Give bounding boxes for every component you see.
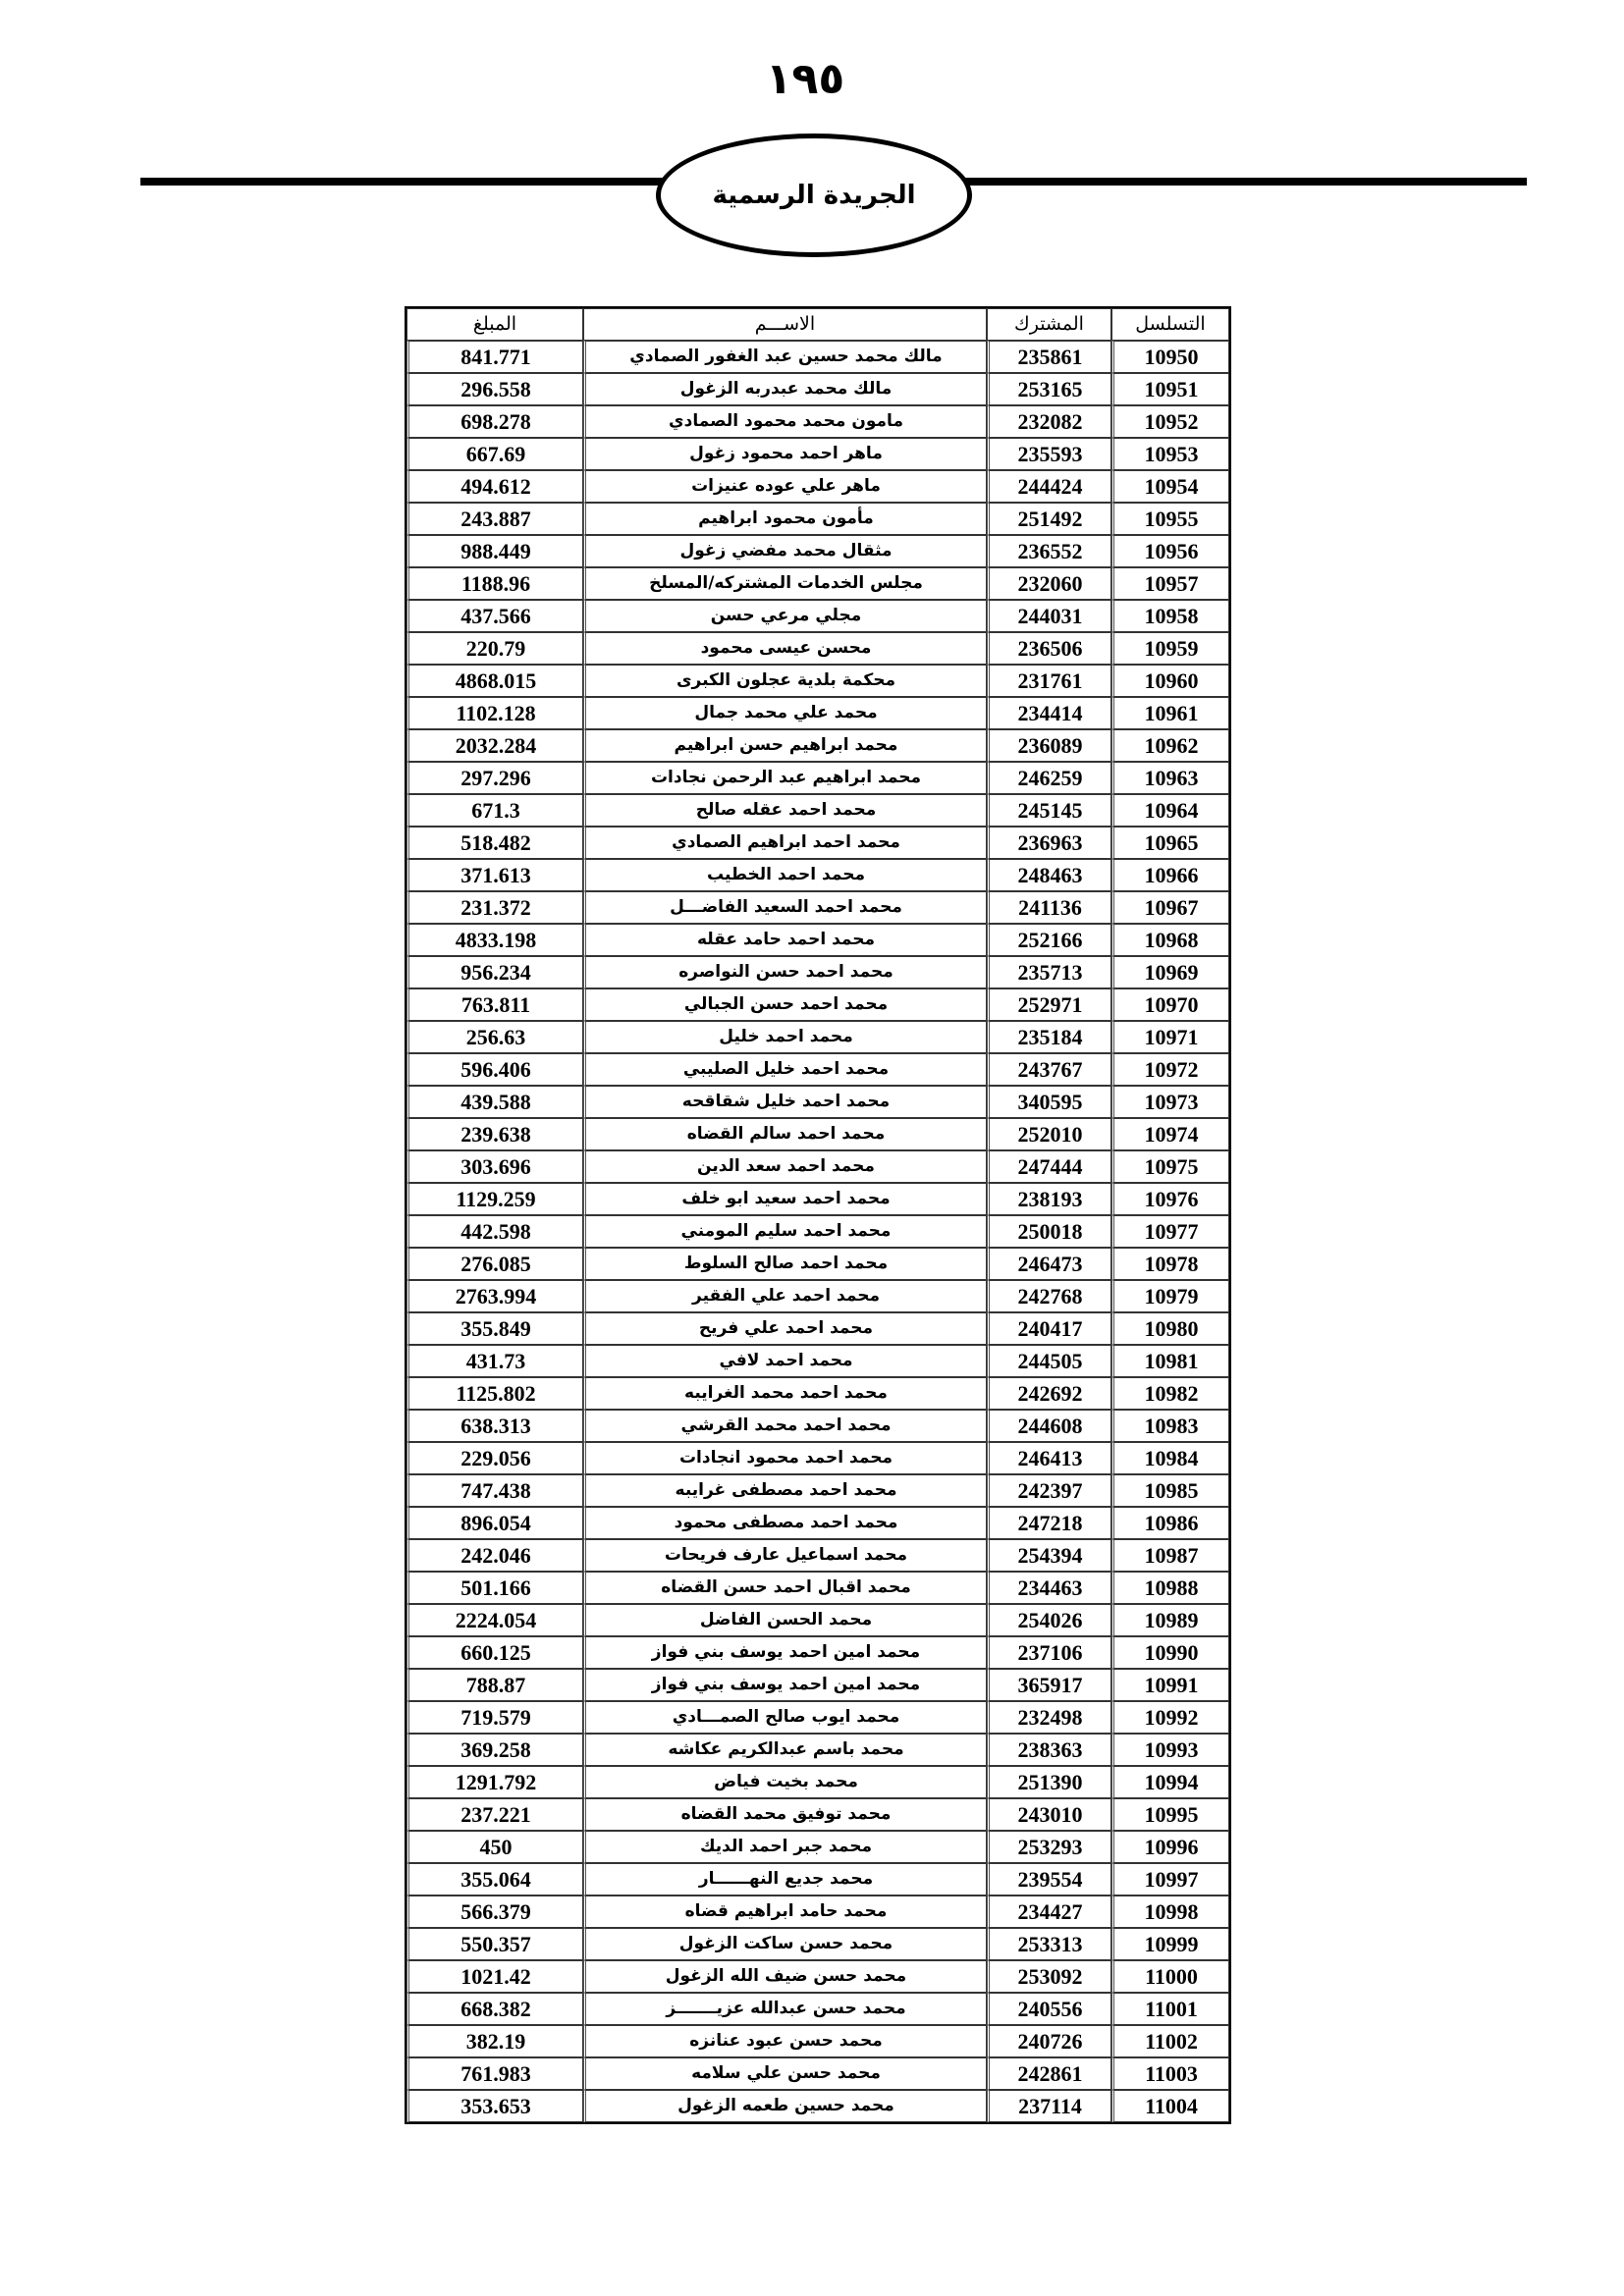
name-cell: محمد احمد سعيد ابو خلف bbox=[583, 1183, 987, 1215]
subscriber-cell: 244031 bbox=[987, 600, 1111, 632]
payments-table bbox=[405, 306, 1231, 2124]
name-cell: محمد علي محمد جمال bbox=[583, 697, 987, 729]
subscriber-cell: 234414 bbox=[987, 697, 1111, 729]
table-row bbox=[406, 1701, 1229, 1734]
name-cell: محمد امين احمد يوسف بني فواز bbox=[583, 1669, 987, 1701]
table-row bbox=[406, 1604, 1229, 1636]
name-cell: محمد حسن عبود عنانزه bbox=[583, 2025, 987, 2057]
name-cell: محمد احمد مصطفى محمود bbox=[583, 1507, 987, 1539]
amount-cell: 382.19 bbox=[406, 2025, 583, 2057]
serial-cell: 10967 bbox=[1111, 891, 1229, 924]
serial-cell: 10968 bbox=[1111, 924, 1229, 956]
name-cell: محمد احمد محمد القرشي bbox=[583, 1410, 987, 1442]
name-cell: محمد احمد السعيد الفاضـــل bbox=[583, 891, 987, 924]
serial-cell: 10951 bbox=[1111, 373, 1229, 405]
subscriber-cell: 243767 bbox=[987, 1053, 1111, 1086]
amount-cell: 1188.96 bbox=[406, 567, 583, 600]
amount-cell: 439.588 bbox=[406, 1086, 583, 1118]
amount-cell: 1129.259 bbox=[406, 1183, 583, 1215]
subscriber-cell: 246259 bbox=[987, 762, 1111, 794]
name-cell: مأمون محمود ابراهيم bbox=[583, 503, 987, 535]
amount-cell: 303.696 bbox=[406, 1150, 583, 1183]
amount-cell: 719.579 bbox=[406, 1701, 583, 1734]
serial-cell: 10972 bbox=[1111, 1053, 1229, 1086]
name-cell: ماهر احمد محمود زغول bbox=[583, 438, 987, 470]
table-row bbox=[406, 1410, 1229, 1442]
serial-cell: 11004 bbox=[1111, 2090, 1229, 2122]
amount-cell: 638.313 bbox=[406, 1410, 583, 1442]
amount-cell: 355.064 bbox=[406, 1863, 583, 1896]
serial-cell: 10987 bbox=[1111, 1539, 1229, 1572]
amount-cell: 239.638 bbox=[406, 1118, 583, 1150]
table-body bbox=[406, 341, 1229, 2122]
amount-cell: 355.849 bbox=[406, 1312, 583, 1345]
table-row bbox=[406, 632, 1229, 665]
name-cell: محمد ابراهيم حسن ابراهيم bbox=[583, 729, 987, 762]
name-cell: محمد احمد سليم المومني bbox=[583, 1215, 987, 1248]
serial-cell: 11001 bbox=[1111, 1993, 1229, 2025]
serial-cell: 10974 bbox=[1111, 1118, 1229, 1150]
name-cell: محمد احمد سالم القضاه bbox=[583, 1118, 987, 1150]
name-cell: محمد حسن عبدالله عزيـــــــز bbox=[583, 1993, 987, 2025]
table-row bbox=[406, 405, 1229, 438]
subscriber-cell: 251492 bbox=[987, 503, 1111, 535]
name-cell: محمد حامد ابراهيم قضاه bbox=[583, 1896, 987, 1928]
publication-title-oval bbox=[656, 133, 972, 257]
table-row bbox=[406, 762, 1229, 794]
subscriber-cell: 236963 bbox=[987, 827, 1111, 859]
serial-cell: 10983 bbox=[1111, 1410, 1229, 1442]
name-cell: محمد احمد خليل bbox=[583, 1021, 987, 1053]
name-cell: محمد ابراهيم عبد الرحمن نجادات bbox=[583, 762, 987, 794]
column-header-name: الاســـم bbox=[583, 308, 987, 341]
name-cell: محمد الحسن الفاضل bbox=[583, 1604, 987, 1636]
serial-cell: 10965 bbox=[1111, 827, 1229, 859]
subscriber-cell: 239554 bbox=[987, 1863, 1111, 1896]
subscriber-cell: 242861 bbox=[987, 2057, 1111, 2090]
name-cell: محمد احمد خليل الصليبي bbox=[583, 1053, 987, 1086]
serial-cell: 10956 bbox=[1111, 535, 1229, 567]
table-row bbox=[406, 1021, 1229, 1053]
serial-cell: 10990 bbox=[1111, 1636, 1229, 1669]
amount-cell: 667.69 bbox=[406, 438, 583, 470]
column-header-amount: المبلغ bbox=[406, 308, 583, 341]
serial-cell: 10982 bbox=[1111, 1377, 1229, 1410]
subscriber-cell: 242397 bbox=[987, 1474, 1111, 1507]
amount-cell: 763.811 bbox=[406, 988, 583, 1021]
amount-cell: 242.046 bbox=[406, 1539, 583, 1572]
amount-cell: 596.406 bbox=[406, 1053, 583, 1086]
subscriber-cell: 242692 bbox=[987, 1377, 1111, 1410]
subscriber-cell: 241136 bbox=[987, 891, 1111, 924]
serial-cell: 10978 bbox=[1111, 1248, 1229, 1280]
table-row bbox=[406, 1474, 1229, 1507]
page-number: ١٩٥ bbox=[765, 54, 845, 104]
serial-cell: 10988 bbox=[1111, 1572, 1229, 1604]
serial-cell: 10994 bbox=[1111, 1766, 1229, 1798]
subscriber-cell: 252010 bbox=[987, 1118, 1111, 1150]
column-header-serial: التسلسل bbox=[1111, 308, 1229, 341]
subscriber-cell: 235593 bbox=[987, 438, 1111, 470]
subscriber-cell: 253092 bbox=[987, 1960, 1111, 1993]
name-cell: محمد اسماعيل عارف فريحات bbox=[583, 1539, 987, 1572]
table-row bbox=[406, 373, 1229, 405]
table-row bbox=[406, 988, 1229, 1021]
amount-cell: 231.372 bbox=[406, 891, 583, 924]
amount-cell: 761.983 bbox=[406, 2057, 583, 2090]
name-cell: محمد حسن علي سلامه bbox=[583, 2057, 987, 2090]
amount-cell: 296.558 bbox=[406, 373, 583, 405]
subscriber-cell: 247444 bbox=[987, 1150, 1111, 1183]
subscriber-cell: 247218 bbox=[987, 1507, 1111, 1539]
amount-cell: 220.79 bbox=[406, 632, 583, 665]
amount-cell: 4868.015 bbox=[406, 665, 583, 697]
publication-title: الجريدة الرسمية bbox=[712, 181, 916, 210]
amount-cell: 431.73 bbox=[406, 1345, 583, 1377]
table-row bbox=[406, 697, 1229, 729]
table-row bbox=[406, 1928, 1229, 1960]
subscriber-cell: 253313 bbox=[987, 1928, 1111, 1960]
amount-cell: 256.63 bbox=[406, 1021, 583, 1053]
name-cell: محمد ايوب صالح الصمـــادي bbox=[583, 1701, 987, 1734]
table-row bbox=[406, 1442, 1229, 1474]
amount-cell: 2032.284 bbox=[406, 729, 583, 762]
table-row bbox=[406, 794, 1229, 827]
table-row bbox=[406, 567, 1229, 600]
serial-cell: 10986 bbox=[1111, 1507, 1229, 1539]
amount-cell: 956.234 bbox=[406, 956, 583, 988]
name-cell: محمد احمد علي فريح bbox=[583, 1312, 987, 1345]
table-row bbox=[406, 891, 1229, 924]
amount-cell: 2763.994 bbox=[406, 1280, 583, 1312]
subscriber-cell: 340595 bbox=[987, 1086, 1111, 1118]
serial-cell: 10963 bbox=[1111, 762, 1229, 794]
table-row bbox=[406, 1863, 1229, 1896]
subscriber-cell: 236552 bbox=[987, 535, 1111, 567]
amount-cell: 668.382 bbox=[406, 1993, 583, 2025]
serial-cell: 10975 bbox=[1111, 1150, 1229, 1183]
amount-cell: 369.258 bbox=[406, 1734, 583, 1766]
table-row bbox=[406, 2057, 1229, 2090]
table-row bbox=[406, 1636, 1229, 1669]
name-cell: محمد احمد محمد الغرايبه bbox=[583, 1377, 987, 1410]
serial-cell: 10993 bbox=[1111, 1734, 1229, 1766]
table-row bbox=[406, 1831, 1229, 1863]
amount-cell: 788.87 bbox=[406, 1669, 583, 1701]
subscriber-cell: 237114 bbox=[987, 2090, 1111, 2122]
table-row bbox=[406, 859, 1229, 891]
serial-cell: 10973 bbox=[1111, 1086, 1229, 1118]
amount-cell: 1102.128 bbox=[406, 697, 583, 729]
amount-cell: 276.085 bbox=[406, 1248, 583, 1280]
name-cell: محمد توفيق محمد القضاه bbox=[583, 1798, 987, 1831]
table-row bbox=[406, 1215, 1229, 1248]
amount-cell: 1125.802 bbox=[406, 1377, 583, 1410]
subscriber-cell: 236089 bbox=[987, 729, 1111, 762]
amount-cell: 671.3 bbox=[406, 794, 583, 827]
subscriber-cell: 234427 bbox=[987, 1896, 1111, 1928]
table-row bbox=[406, 1377, 1229, 1410]
subscriber-cell: 246473 bbox=[987, 1248, 1111, 1280]
serial-cell: 10958 bbox=[1111, 600, 1229, 632]
subscriber-cell: 231761 bbox=[987, 665, 1111, 697]
amount-cell: 1291.792 bbox=[406, 1766, 583, 1798]
serial-cell: 10980 bbox=[1111, 1312, 1229, 1345]
subscriber-cell: 243010 bbox=[987, 1798, 1111, 1831]
serial-cell: 11002 bbox=[1111, 2025, 1229, 2057]
table-row bbox=[406, 1896, 1229, 1928]
subscriber-cell: 253165 bbox=[987, 373, 1111, 405]
serial-cell: 10962 bbox=[1111, 729, 1229, 762]
amount-cell: 4833.198 bbox=[406, 924, 583, 956]
name-cell: محمد احمد حسن النواصره bbox=[583, 956, 987, 988]
table-row bbox=[406, 1669, 1229, 1701]
name-cell: محمد احمد سعد الدين bbox=[583, 1150, 987, 1183]
subscriber-cell: 254394 bbox=[987, 1539, 1111, 1572]
table-row bbox=[406, 1280, 1229, 1312]
amount-cell: 501.166 bbox=[406, 1572, 583, 1604]
subscriber-cell: 365917 bbox=[987, 1669, 1111, 1701]
name-cell: محمد باسم عبدالكريم عكاشه bbox=[583, 1734, 987, 1766]
amount-cell: 518.482 bbox=[406, 827, 583, 859]
subscriber-cell: 232060 bbox=[987, 567, 1111, 600]
subscriber-cell: 253293 bbox=[987, 1831, 1111, 1863]
table-row bbox=[406, 924, 1229, 956]
subscriber-cell: 232082 bbox=[987, 405, 1111, 438]
serial-cell: 10976 bbox=[1111, 1183, 1229, 1215]
table-row bbox=[406, 827, 1229, 859]
subscriber-cell: 240556 bbox=[987, 1993, 1111, 2025]
amount-cell: 297.296 bbox=[406, 762, 583, 794]
name-cell: محمد احمد الخطيب bbox=[583, 859, 987, 891]
serial-cell: 10999 bbox=[1111, 1928, 1229, 1960]
table-row bbox=[406, 1118, 1229, 1150]
subscriber-cell: 235184 bbox=[987, 1021, 1111, 1053]
serial-cell: 10981 bbox=[1111, 1345, 1229, 1377]
serial-cell: 10984 bbox=[1111, 1442, 1229, 1474]
serial-cell: 10960 bbox=[1111, 665, 1229, 697]
subscriber-cell: 240726 bbox=[987, 2025, 1111, 2057]
serial-cell: 10995 bbox=[1111, 1798, 1229, 1831]
serial-cell: 10950 bbox=[1111, 341, 1229, 373]
name-cell: محمد حسن ضيف الله الزغول bbox=[583, 1960, 987, 1993]
subscriber-cell: 238193 bbox=[987, 1183, 1111, 1215]
subscriber-cell: 245145 bbox=[987, 794, 1111, 827]
subscriber-cell: 244424 bbox=[987, 470, 1111, 503]
name-cell: محمد بخيت فياض bbox=[583, 1766, 987, 1798]
subscriber-cell: 235713 bbox=[987, 956, 1111, 988]
name-cell: محمد حسين طعمه الزغول bbox=[583, 2090, 987, 2122]
table-row bbox=[406, 1960, 1229, 1993]
table-header-row bbox=[406, 308, 1229, 341]
subscriber-cell: 250018 bbox=[987, 1215, 1111, 1248]
amount-cell: 442.598 bbox=[406, 1215, 583, 1248]
serial-cell: 10977 bbox=[1111, 1215, 1229, 1248]
table-row bbox=[406, 438, 1229, 470]
serial-cell: 10979 bbox=[1111, 1280, 1229, 1312]
serial-cell: 10964 bbox=[1111, 794, 1229, 827]
name-cell: محمد احمد حامد عقله bbox=[583, 924, 987, 956]
subscriber-cell: 246413 bbox=[987, 1442, 1111, 1474]
name-cell: مثقال محمد مفضي زغول bbox=[583, 535, 987, 567]
name-cell: محكمة بلدية عجلون الكبرى bbox=[583, 665, 987, 697]
table-row bbox=[406, 503, 1229, 535]
table-row bbox=[406, 1183, 1229, 1215]
name-cell: محمد حسن ساكت الزغول bbox=[583, 1928, 987, 1960]
serial-cell: 10985 bbox=[1111, 1474, 1229, 1507]
amount-cell: 988.449 bbox=[406, 535, 583, 567]
serial-cell: 10971 bbox=[1111, 1021, 1229, 1053]
serial-cell: 10954 bbox=[1111, 470, 1229, 503]
table-row bbox=[406, 1766, 1229, 1798]
serial-cell: 10957 bbox=[1111, 567, 1229, 600]
name-cell: محمد امين احمد يوسف بني فواز bbox=[583, 1636, 987, 1669]
amount-cell: 566.379 bbox=[406, 1896, 583, 1928]
subscriber-cell: 244608 bbox=[987, 1410, 1111, 1442]
amount-cell: 747.438 bbox=[406, 1474, 583, 1507]
table-row bbox=[406, 1539, 1229, 1572]
serial-cell: 10989 bbox=[1111, 1604, 1229, 1636]
subscriber-cell: 232498 bbox=[987, 1701, 1111, 1734]
serial-cell: 10997 bbox=[1111, 1863, 1229, 1896]
name-cell: محمد احمد لافي bbox=[583, 1345, 987, 1377]
amount-cell: 2224.054 bbox=[406, 1604, 583, 1636]
subscriber-cell: 252166 bbox=[987, 924, 1111, 956]
serial-cell: 10991 bbox=[1111, 1669, 1229, 1701]
amount-cell: 660.125 bbox=[406, 1636, 583, 1669]
subscriber-cell: 236506 bbox=[987, 632, 1111, 665]
amount-cell: 437.566 bbox=[406, 600, 583, 632]
name-cell: محمد اقبال احمد حسن القضاه bbox=[583, 1572, 987, 1604]
amount-cell: 371.613 bbox=[406, 859, 583, 891]
name-cell: محمد احمد علي الفقير bbox=[583, 1280, 987, 1312]
subscriber-cell: 238363 bbox=[987, 1734, 1111, 1766]
name-cell: محمد احمد محمود انجادات bbox=[583, 1442, 987, 1474]
table-row bbox=[406, 665, 1229, 697]
name-cell: محمد احمد حسن الجبالي bbox=[583, 988, 987, 1021]
amount-cell: 841.771 bbox=[406, 341, 583, 373]
name-cell: محمد احمد ابراهيم الصمادي bbox=[583, 827, 987, 859]
subscriber-cell: 244505 bbox=[987, 1345, 1111, 1377]
serial-cell: 10955 bbox=[1111, 503, 1229, 535]
name-cell: مجلس الخدمات المشتركه/المسلخ bbox=[583, 567, 987, 600]
amount-cell: 229.056 bbox=[406, 1442, 583, 1474]
amount-cell: 1021.42 bbox=[406, 1960, 583, 1993]
subscriber-cell: 235861 bbox=[987, 341, 1111, 373]
subscriber-cell: 234463 bbox=[987, 1572, 1111, 1604]
name-cell: محمد جبر احمد الديك bbox=[583, 1831, 987, 1863]
name-cell: مامون محمد محمود الصمادي bbox=[583, 405, 987, 438]
serial-cell: 10952 bbox=[1111, 405, 1229, 438]
subscriber-cell: 251390 bbox=[987, 1766, 1111, 1798]
table-row bbox=[406, 470, 1229, 503]
column-header-subscriber: المشترك bbox=[987, 308, 1111, 341]
name-cell: مالك محمد عبدربه الزغول bbox=[583, 373, 987, 405]
table-row bbox=[406, 1053, 1229, 1086]
table-row bbox=[406, 1086, 1229, 1118]
amount-cell: 450 bbox=[406, 1831, 583, 1863]
name-cell: ماهر علي عوده عنيزات bbox=[583, 470, 987, 503]
amount-cell: 550.357 bbox=[406, 1928, 583, 1960]
subscriber-cell: 240417 bbox=[987, 1312, 1111, 1345]
table-row bbox=[406, 1312, 1229, 1345]
table-row bbox=[406, 600, 1229, 632]
name-cell: محمد احمد خليل شقاقحه bbox=[583, 1086, 987, 1118]
serial-cell: 10966 bbox=[1111, 859, 1229, 891]
name-cell: محمد احمد مصطفى غرايبه bbox=[583, 1474, 987, 1507]
name-cell: محمد احمد صالح السلوط bbox=[583, 1248, 987, 1280]
subscriber-cell: 242768 bbox=[987, 1280, 1111, 1312]
serial-cell: 10970 bbox=[1111, 988, 1229, 1021]
name-cell: مجلي مرعي حسن bbox=[583, 600, 987, 632]
serial-cell: 10998 bbox=[1111, 1896, 1229, 1928]
table-row bbox=[406, 729, 1229, 762]
subscriber-cell: 252971 bbox=[987, 988, 1111, 1021]
table-row bbox=[406, 1993, 1229, 2025]
table-row bbox=[406, 341, 1229, 373]
table-row bbox=[406, 1507, 1229, 1539]
serial-cell: 10969 bbox=[1111, 956, 1229, 988]
table-row bbox=[406, 535, 1229, 567]
amount-cell: 896.054 bbox=[406, 1507, 583, 1539]
subscriber-cell: 254026 bbox=[987, 1604, 1111, 1636]
table-row bbox=[406, 1798, 1229, 1831]
table-row bbox=[406, 1572, 1229, 1604]
name-cell: محمد جديع النهــــــار bbox=[583, 1863, 987, 1896]
serial-cell: 10996 bbox=[1111, 1831, 1229, 1863]
serial-cell: 10959 bbox=[1111, 632, 1229, 665]
name-cell: محسن عيسى محمود bbox=[583, 632, 987, 665]
serial-cell: 10961 bbox=[1111, 697, 1229, 729]
amount-cell: 698.278 bbox=[406, 405, 583, 438]
serial-cell: 11000 bbox=[1111, 1960, 1229, 1993]
serial-cell: 11003 bbox=[1111, 2057, 1229, 2090]
amount-cell: 353.653 bbox=[406, 2090, 583, 2122]
table-row bbox=[406, 2090, 1229, 2122]
table-row bbox=[406, 1345, 1229, 1377]
serial-cell: 10953 bbox=[1111, 438, 1229, 470]
amount-cell: 237.221 bbox=[406, 1798, 583, 1831]
table-row bbox=[406, 956, 1229, 988]
table-row bbox=[406, 2025, 1229, 2057]
subscriber-cell: 237106 bbox=[987, 1636, 1111, 1669]
name-cell: محمد احمد عقله صالح bbox=[583, 794, 987, 827]
subscriber-cell: 248463 bbox=[987, 859, 1111, 891]
amount-cell: 243.887 bbox=[406, 503, 583, 535]
name-cell: مالك محمد حسين عبد الغفور الصمادي bbox=[583, 341, 987, 373]
table-row bbox=[406, 1248, 1229, 1280]
table-row bbox=[406, 1734, 1229, 1766]
serial-cell: 10992 bbox=[1111, 1701, 1229, 1734]
table-row bbox=[406, 1150, 1229, 1183]
amount-cell: 494.612 bbox=[406, 470, 583, 503]
